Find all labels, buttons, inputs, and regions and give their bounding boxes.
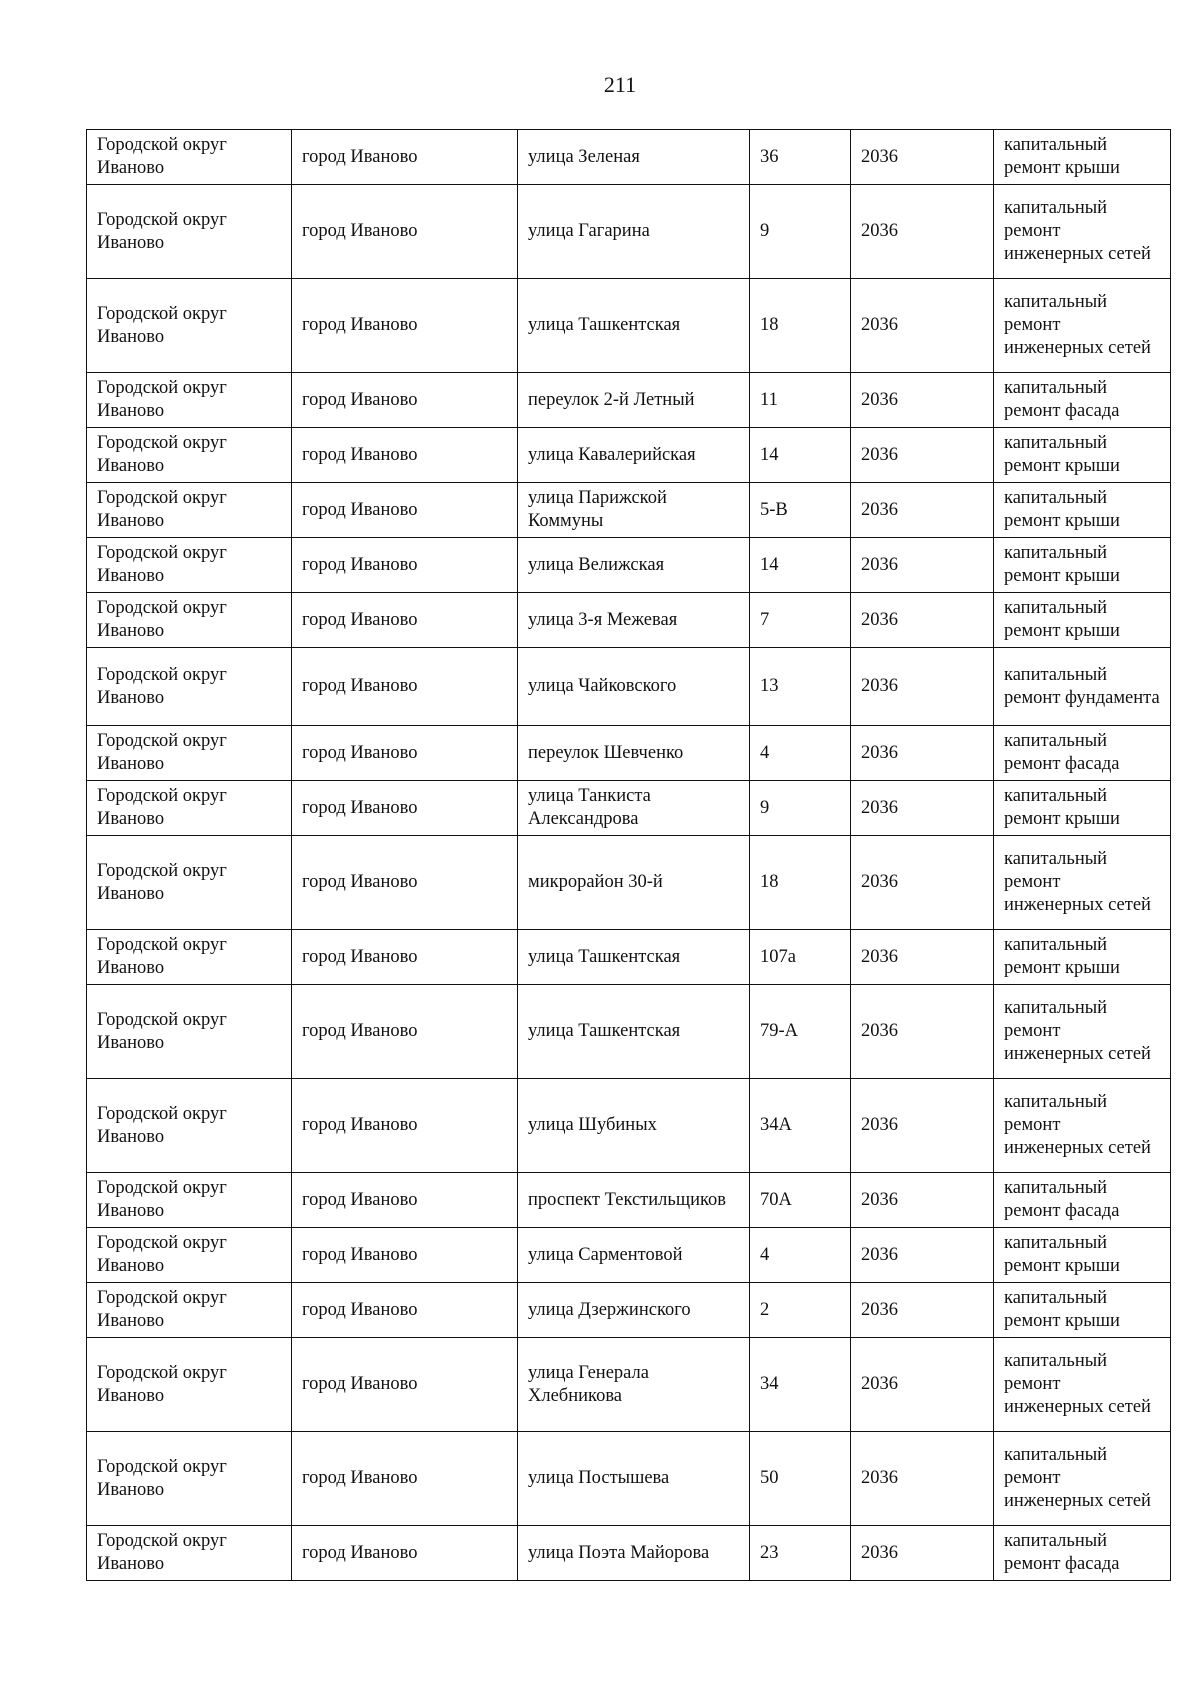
year-cell: 2036 bbox=[851, 1079, 994, 1173]
district-cell: Городской округ Иваново bbox=[87, 593, 292, 648]
district-cell: Городской округ Иваново bbox=[87, 373, 292, 428]
year-cell: 2036 bbox=[851, 1432, 994, 1526]
district-cell: Городской округ Иваново bbox=[87, 985, 292, 1079]
year-cell: 2036 bbox=[851, 373, 994, 428]
work-type-cell: капитальный ремонт крыши bbox=[994, 538, 1171, 593]
street-cell: улица Дзержинского bbox=[518, 1283, 750, 1338]
district-cell: Городской округ Иваново bbox=[87, 428, 292, 483]
street-cell: улица Постышева bbox=[518, 1432, 750, 1526]
year-cell: 2036 bbox=[851, 648, 994, 726]
district-cell: Городской округ Иваново bbox=[87, 130, 292, 185]
city-cell: город Иваново bbox=[292, 726, 518, 781]
work-type-cell: капитальный ремонт фасада bbox=[994, 1526, 1171, 1581]
work-type-cell: капитальный ремонт фасада bbox=[994, 1173, 1171, 1228]
work-type-cell: капитальный ремонт крыши bbox=[994, 930, 1171, 985]
house-number-cell: 11 bbox=[750, 373, 851, 428]
district-cell: Городской округ Иваново bbox=[87, 781, 292, 836]
year-cell: 2036 bbox=[851, 538, 994, 593]
table-row bbox=[87, 781, 1171, 836]
year-cell: 2036 bbox=[851, 130, 994, 185]
work-type-cell: капитальный ремонт крыши bbox=[994, 1228, 1171, 1283]
street-cell: улица Ташкентская bbox=[518, 985, 750, 1079]
street-cell: улица Поэта Майорова bbox=[518, 1526, 750, 1581]
street-cell: улица Кавалерийская bbox=[518, 428, 750, 483]
work-type-cell: капитальный ремонт инженерных сетей bbox=[994, 1432, 1171, 1526]
year-cell: 2036 bbox=[851, 1338, 994, 1432]
year-cell: 2036 bbox=[851, 279, 994, 373]
work-type-cell: капитальный ремонт крыши bbox=[994, 1283, 1171, 1338]
table-row bbox=[87, 1432, 1171, 1526]
house-number-cell: 14 bbox=[750, 428, 851, 483]
house-number-cell: 2 bbox=[750, 1283, 851, 1338]
table-row bbox=[87, 483, 1171, 538]
house-number-cell: 36 bbox=[750, 130, 851, 185]
house-number-cell: 13 bbox=[750, 648, 851, 726]
year-cell: 2036 bbox=[851, 483, 994, 538]
repair-schedule-table bbox=[86, 129, 1171, 1581]
city-cell: город Иваново bbox=[292, 593, 518, 648]
house-number-cell: 107а bbox=[750, 930, 851, 985]
year-cell: 2036 bbox=[851, 985, 994, 1079]
page-number: 211 bbox=[603, 72, 637, 97]
work-type-cell: капитальный ремонт крыши bbox=[994, 483, 1171, 538]
street-cell: улица Сарментовой bbox=[518, 1228, 750, 1283]
district-cell: Городской округ Иваново bbox=[87, 1526, 292, 1581]
year-cell: 2036 bbox=[851, 781, 994, 836]
city-cell: город Иваново bbox=[292, 648, 518, 726]
work-type-cell: капитальный ремонт инженерных сетей bbox=[994, 279, 1171, 373]
table-row bbox=[87, 1079, 1171, 1173]
table-row bbox=[87, 593, 1171, 648]
district-cell: Городской округ Иваново bbox=[87, 648, 292, 726]
city-cell: город Иваново bbox=[292, 836, 518, 930]
year-cell: 2036 bbox=[851, 428, 994, 483]
district-cell: Городской округ Иваново bbox=[87, 1338, 292, 1432]
house-number-cell: 70А bbox=[750, 1173, 851, 1228]
table-row bbox=[87, 373, 1171, 428]
table-row bbox=[87, 836, 1171, 930]
district-cell: Городской округ Иваново bbox=[87, 1079, 292, 1173]
table-row bbox=[87, 1338, 1171, 1432]
work-type-cell: капитальный ремонт инженерных сетей bbox=[994, 1338, 1171, 1432]
district-cell: Городской округ Иваново bbox=[87, 726, 292, 781]
city-cell: город Иваново bbox=[292, 538, 518, 593]
house-number-cell: 5-В bbox=[750, 483, 851, 538]
street-cell: улица Гагарина bbox=[518, 185, 750, 279]
work-type-cell: капитальный ремонт фундамента bbox=[994, 648, 1171, 726]
district-cell: Городской округ Иваново bbox=[87, 1432, 292, 1526]
house-number-cell: 4 bbox=[750, 726, 851, 781]
city-cell: город Иваново bbox=[292, 985, 518, 1079]
house-number-cell: 34 bbox=[750, 1338, 851, 1432]
house-number-cell: 18 bbox=[750, 279, 851, 373]
street-cell: улица Велижская bbox=[518, 538, 750, 593]
city-cell: город Иваново bbox=[292, 1283, 518, 1338]
district-cell: Городской округ Иваново bbox=[87, 1283, 292, 1338]
year-cell: 2036 bbox=[851, 593, 994, 648]
house-number-cell: 14 bbox=[750, 538, 851, 593]
street-cell: улица Ташкентская bbox=[518, 930, 750, 985]
district-cell: Городской округ Иваново bbox=[87, 279, 292, 373]
city-cell: город Иваново bbox=[292, 1173, 518, 1228]
house-number-cell: 9 bbox=[750, 185, 851, 279]
house-number-cell: 18 bbox=[750, 836, 851, 930]
year-cell: 2036 bbox=[851, 836, 994, 930]
work-type-cell: капитальный ремонт крыши bbox=[994, 781, 1171, 836]
district-cell: Городской округ Иваново bbox=[87, 836, 292, 930]
table-row bbox=[87, 930, 1171, 985]
street-cell: улица Чайковского bbox=[518, 648, 750, 726]
district-cell: Городской округ Иваново bbox=[87, 185, 292, 279]
city-cell: город Иваново bbox=[292, 130, 518, 185]
table-row bbox=[87, 428, 1171, 483]
work-type-cell: капитальный ремонт крыши bbox=[994, 130, 1171, 185]
city-cell: город Иваново bbox=[292, 781, 518, 836]
city-cell: город Иваново bbox=[292, 279, 518, 373]
street-cell: переулок Шевченко bbox=[518, 726, 750, 781]
city-cell: город Иваново bbox=[292, 1432, 518, 1526]
street-cell: улица Парижской Коммуны bbox=[518, 483, 750, 538]
year-cell: 2036 bbox=[851, 1228, 994, 1283]
table-row bbox=[87, 130, 1171, 185]
street-cell: проспект Текстильщиков bbox=[518, 1173, 750, 1228]
city-cell: город Иваново bbox=[292, 930, 518, 985]
table-row bbox=[87, 1173, 1171, 1228]
city-cell: город Иваново bbox=[292, 373, 518, 428]
city-cell: город Иваново bbox=[292, 185, 518, 279]
city-cell: город Иваново bbox=[292, 1079, 518, 1173]
year-cell: 2036 bbox=[851, 726, 994, 781]
table-body bbox=[87, 130, 1171, 1581]
table-row bbox=[87, 1228, 1171, 1283]
year-cell: 2036 bbox=[851, 1283, 994, 1338]
year-cell: 2036 bbox=[851, 1173, 994, 1228]
city-cell: город Иваново bbox=[292, 1338, 518, 1432]
table-row bbox=[87, 279, 1171, 373]
street-cell: улица Шубиных bbox=[518, 1079, 750, 1173]
table-row bbox=[87, 1526, 1171, 1581]
street-cell: переулок 2-й Летный bbox=[518, 373, 750, 428]
year-cell: 2036 bbox=[851, 1526, 994, 1581]
house-number-cell: 4 bbox=[750, 1228, 851, 1283]
year-cell: 2036 bbox=[851, 930, 994, 985]
table-row bbox=[87, 1283, 1171, 1338]
district-cell: Городской округ Иваново bbox=[87, 1173, 292, 1228]
district-cell: Городской округ Иваново bbox=[87, 1228, 292, 1283]
house-number-cell: 23 bbox=[750, 1526, 851, 1581]
city-cell: город Иваново bbox=[292, 428, 518, 483]
district-cell: Городской округ Иваново bbox=[87, 483, 292, 538]
year-cell: 2036 bbox=[851, 185, 994, 279]
work-type-cell: капитальный ремонт инженерных сетей bbox=[994, 985, 1171, 1079]
city-cell: город Иваново bbox=[292, 483, 518, 538]
house-number-cell: 34А bbox=[750, 1079, 851, 1173]
work-type-cell: капитальный ремонт фасада bbox=[994, 726, 1171, 781]
house-number-cell: 79-А bbox=[750, 985, 851, 1079]
city-cell: город Иваново bbox=[292, 1526, 518, 1581]
table-row bbox=[87, 726, 1171, 781]
work-type-cell: капитальный ремонт инженерных сетей bbox=[994, 836, 1171, 930]
house-number-cell: 9 bbox=[750, 781, 851, 836]
work-type-cell: капитальный ремонт фасада bbox=[994, 373, 1171, 428]
street-cell: улица Ташкентская bbox=[518, 279, 750, 373]
house-number-cell: 7 bbox=[750, 593, 851, 648]
street-cell: улица Танкиста Александрова bbox=[518, 781, 750, 836]
work-type-cell: капитальный ремонт инженерных сетей bbox=[994, 1079, 1171, 1173]
street-cell: микрорайон 30-й bbox=[518, 836, 750, 930]
work-type-cell: капитальный ремонт крыши bbox=[994, 428, 1171, 483]
street-cell: улица 3-я Межевая bbox=[518, 593, 750, 648]
work-type-cell: капитальный ремонт инженерных сетей bbox=[994, 185, 1171, 279]
table-row bbox=[87, 538, 1171, 593]
table-row bbox=[87, 185, 1171, 279]
street-cell: улица Генерала Хлебникова bbox=[518, 1338, 750, 1432]
work-type-cell: капитальный ремонт крыши bbox=[994, 593, 1171, 648]
table-row bbox=[87, 648, 1171, 726]
city-cell: город Иваново bbox=[292, 1228, 518, 1283]
table-row bbox=[87, 985, 1171, 1079]
street-cell: улица Зеленая bbox=[518, 130, 750, 185]
house-number-cell: 50 bbox=[750, 1432, 851, 1526]
district-cell: Городской округ Иваново bbox=[87, 930, 292, 985]
district-cell: Городской округ Иваново bbox=[87, 538, 292, 593]
